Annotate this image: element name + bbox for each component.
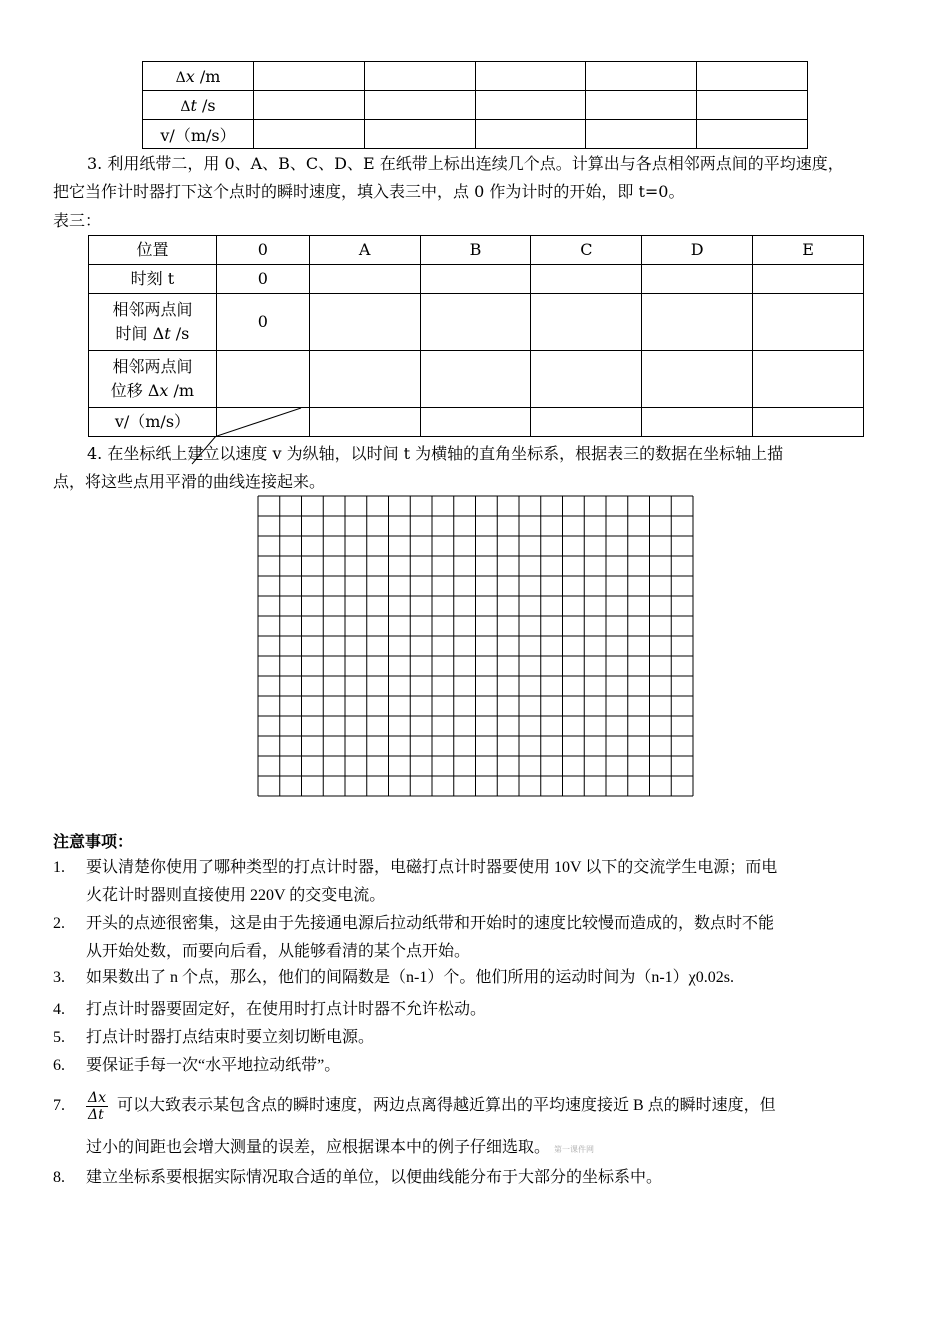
- note-text: 建立坐标系要根据实际情况取合适的单位，以便曲线能分布于大部分的坐标系中。: [86, 1169, 663, 1186]
- notes-title: 注意事项：: [53, 832, 134, 851]
- note-number: 6.: [53, 1057, 65, 1074]
- note-item: [53, 964, 903, 992]
- row-label: 时刻 t: [89, 265, 217, 294]
- note-text: 打点计时器打点结束时要立刻切断电源。: [86, 1029, 375, 1046]
- table-cell: 0: [216, 294, 309, 351]
- note-item: [53, 1092, 903, 1164]
- header-cell: D: [642, 236, 753, 265]
- table-row: [89, 408, 864, 437]
- note-item: [53, 1164, 903, 1192]
- note-number: 3.: [53, 969, 65, 986]
- note-number: 1.: [53, 859, 65, 876]
- graph-paper-grid: [257, 495, 694, 797]
- note-number: 8.: [53, 1169, 65, 1186]
- row-label: v/（m/s）: [143, 120, 254, 149]
- step-four: [53, 440, 899, 496]
- note-text: 如果数出了 n 个点，那么，他们的间隔数是（n-1）个。他们所用的运动时间为（n-1）χ0.02s.: [86, 969, 734, 986]
- diagonal-cell: [216, 408, 309, 437]
- step-three-line1: 3. 利用纸带二，用 0、A、B、C、D、E 在纸带上标出连续几个点。计算出与各点相邻两点间的平均速度，: [87, 154, 844, 173]
- note-item: [53, 854, 903, 910]
- note-text: 打点计时器要固定好，在使用时打点计时器不允许松动。: [86, 1001, 487, 1018]
- row-label: Δx /m: [143, 62, 254, 91]
- table-row: [89, 265, 864, 294]
- header-cell: E: [753, 236, 864, 265]
- note-text: 开头的点迹很密集，这是由于先接通电源后拉动纸带和开始时的速度比较慢而造成的，数点时不能 从开始处数，而要向后看，从能够看清的某个点开始。: [86, 915, 775, 960]
- table-row: [143, 62, 808, 91]
- header-cell: B: [420, 236, 531, 265]
- table-three: [88, 235, 864, 437]
- header-cell: C: [531, 236, 642, 265]
- note-number: 2.: [53, 915, 65, 932]
- note-text: 可以大致表示某包含点的瞬时速度，两边点离得越近算出的平均速度接近 B 点的瞬时速度，但 过小的间距也会增大测量的误差，应根据课本中的例子仔细选取。 第一课件网: [86, 1097, 776, 1156]
- row-label: 相邻两点间 时间 Δt /s: [89, 294, 217, 351]
- note-number: 7.: [53, 1097, 65, 1114]
- header-cell: 位置: [89, 236, 217, 265]
- step-three: [53, 150, 899, 206]
- table-row: [143, 120, 808, 149]
- note-item: [53, 1024, 903, 1052]
- delta-x-over-delta-t: $\frac{\Delta x}{\Delta t}$: [88, 1090, 107, 1123]
- note-text: 要保证手每一次“水平地拉动纸带”。: [86, 1057, 341, 1074]
- header-cell: A: [309, 236, 420, 265]
- note-number: 5.: [53, 1029, 65, 1046]
- note-item: [53, 1052, 903, 1080]
- table-three-title: 表三：: [53, 211, 102, 230]
- step-four-line1: 4. 在坐标纸上建立以速度 v 为纵轴，以时间 t 为横轴的直角坐标系，根据表三的数据在坐标轴上描: [87, 444, 784, 463]
- note-item: [53, 910, 903, 966]
- table-row: [89, 294, 864, 351]
- note-text: 要认清楚你使用了哪种类型的打点计时器，电磁打点计时器要使用 10V 以下的交流学生电源；而电 火花计时器则直接使用 220V 的交变电流。: [86, 859, 778, 904]
- note-item: [53, 996, 903, 1024]
- table-row: [89, 351, 864, 408]
- table-one: [142, 61, 808, 149]
- header-cell: 0: [216, 236, 309, 265]
- watermark: 第一课件网: [554, 1145, 595, 1154]
- step-four-line2: 点，将这些点用平滑的曲线连接起来。: [53, 472, 326, 491]
- diagonal-slash: [217, 408, 309, 436]
- row-label: v/（m/s）: [89, 408, 217, 437]
- row-label: 相邻两点间 位移 Δx /m: [89, 351, 217, 408]
- row-label: Δt /s: [143, 91, 254, 120]
- table-cell: 0: [216, 265, 309, 294]
- step-three-line2: 把它当作计时器打下这个点时的瞬时速度，填入表三中，点 0 作为计时的开始，即 t=0。: [53, 182, 685, 201]
- note-number: 4.: [53, 1001, 65, 1018]
- table-header-row: [89, 236, 864, 265]
- table-row: [143, 91, 808, 120]
